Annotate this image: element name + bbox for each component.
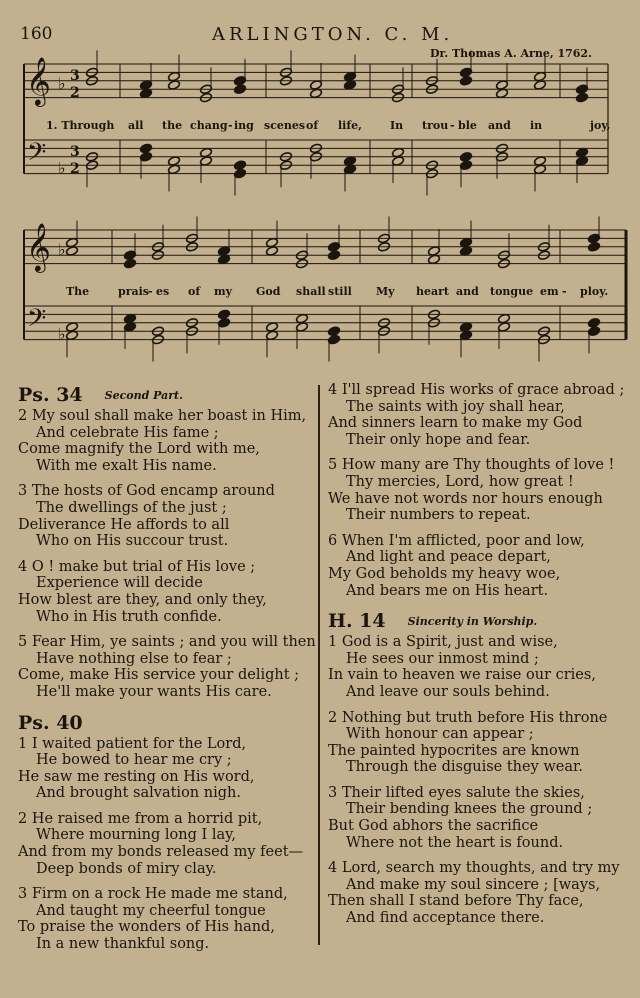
stanza (328, 710, 624, 776)
verse-line: 2 Nothing but truth before His throne (328, 709, 608, 726)
lyric-syllable: scenes (264, 119, 306, 132)
bass-clef-icon: 𝄢 (27, 304, 47, 339)
flat-sign: ♭ (58, 74, 66, 93)
lyric-syllable: and (488, 119, 511, 132)
lyric-syllable: my (214, 285, 233, 298)
psalm-number: H. 14 (328, 610, 386, 633)
stanza (328, 382, 624, 448)
stanza-gap (18, 802, 316, 811)
verse-line: Who on His succour trust. (36, 533, 229, 550)
verse-line: Then shall I stand before Thy face, (328, 893, 584, 910)
stanza (18, 483, 316, 549)
verse-line: Deliverance He affords to all (18, 516, 230, 533)
verse-line: 2 My soul shall make her boast in Him, (18, 408, 307, 424)
verse-line: Where mourning long I lay, (36, 827, 236, 844)
lyric-syllable: tongue (490, 285, 534, 298)
stanza-gap (328, 524, 624, 533)
note-head (576, 92, 589, 103)
lyric-syllable: in (530, 119, 543, 132)
stanza-gap (18, 701, 316, 710)
verse-line: He bowed to hear me cry ; (36, 752, 232, 769)
verse-line: 1 God is a Spirit, just and wise, (328, 634, 558, 651)
lyric-syllable: ble (458, 119, 477, 132)
psalm-heading (18, 710, 316, 736)
time-signature: 3 (70, 144, 80, 160)
verse-line: Their only hope and fear. (346, 431, 531, 448)
verse-line: 1 I waited patient for the Lord, (18, 735, 247, 752)
left-column (18, 382, 316, 962)
time-signature: 2 (70, 85, 80, 101)
stanza-gap (328, 851, 624, 860)
verse-line: And bears me on His heart. (346, 582, 549, 599)
verse-line: 3 The hosts of God encamp around (18, 483, 275, 500)
lyric-syllable: In (390, 119, 404, 132)
verse-line: My God beholds my heavy woe, (328, 565, 561, 582)
verse-line: In vain to heaven we raise our cries, (328, 667, 596, 684)
lyric-syllable: joy, (590, 119, 611, 132)
stanza (18, 559, 316, 625)
verse-line: He saw me resting on His word, (18, 768, 255, 785)
verse-line: But God abhors the sacrifice (328, 818, 539, 835)
lyric-syllable: God (256, 285, 281, 298)
stanza-gap (328, 927, 624, 936)
flat-sign: ♭ (58, 240, 66, 259)
lyric-syllable: - (562, 285, 567, 298)
note-head (328, 326, 341, 337)
verse-line: Their bending knees the ground ; (346, 801, 593, 818)
psalm-number: Ps. 40 (18, 711, 83, 734)
verse-line: Where not the heart is found. (346, 834, 564, 851)
stanza (18, 811, 316, 877)
stanza-gap (18, 877, 316, 886)
right-column (328, 382, 624, 936)
note-head (140, 143, 153, 154)
lyric-syllable: of (188, 285, 201, 298)
verse-line: The painted hypocrites are known (328, 742, 580, 759)
psalm-subtitle: Second Part. (104, 389, 183, 402)
stanza (328, 457, 624, 523)
stanza (18, 886, 316, 952)
lyric-syllable: My (376, 285, 395, 298)
verse-line: 5 How many are Thy thoughts of love ! (328, 457, 615, 474)
lyric-syllable: es (156, 285, 170, 298)
stanza-gap (18, 474, 316, 483)
verse-line: He sees our inmost mind ; (346, 650, 539, 667)
verse-line: And sinners learn to make my God (328, 415, 583, 432)
verse-line: Come, make His service your delight ; (18, 667, 300, 684)
composer-credit: Dr. Thomas A. Arne, 1762. (430, 47, 592, 60)
note-head (234, 160, 247, 171)
stanza (328, 785, 624, 851)
bass-clef-icon: 𝄢 (27, 138, 47, 173)
psalm-heading (18, 382, 316, 408)
psalm-subtitle: Sincerity in Worship. (407, 615, 538, 629)
time-signature: 2 (70, 161, 80, 177)
column-divider (318, 385, 320, 945)
note-head (234, 84, 247, 95)
time-signature: 3 (70, 68, 80, 84)
stanza-gap (18, 953, 316, 962)
lyric-syllable: ing (234, 119, 254, 132)
lyric-syllable: chang (190, 119, 228, 132)
lyric-syllable: of (306, 119, 319, 132)
lyric-syllable: - (450, 119, 455, 132)
verse-line: And light and peace depart, (346, 549, 551, 566)
lyric-syllable: - (228, 119, 233, 132)
verse-line: And leave our souls behind. (346, 683, 550, 700)
lyric-syllable: the (162, 119, 183, 132)
lyric-syllable: shall (296, 285, 326, 298)
stanza (328, 634, 624, 700)
verse-line: How blest are they, and only they, (18, 591, 267, 608)
verse-line: Their numbers to repeat. (346, 507, 531, 524)
note-head (460, 152, 473, 163)
stanza-gap (328, 448, 624, 457)
tune-title: ARLINGTON. C. M. (212, 24, 454, 45)
verse-line: And celebrate His fame ; (36, 424, 219, 441)
verse-line: The saints with joy shall hear, (346, 398, 565, 415)
note-head (124, 258, 137, 269)
verse-line: Deep bonds of miry clay. (36, 860, 217, 877)
stanza-gap (18, 550, 316, 559)
lyric-syllable: heart (416, 285, 449, 298)
verse-line: Experience will decide (36, 575, 203, 592)
stanza-gap (328, 701, 624, 710)
verse-line: With me exalt His name. (36, 457, 217, 474)
page-number: 160 (20, 24, 53, 44)
stanza (18, 634, 316, 700)
note-head (218, 309, 231, 320)
lyric-syllable: still (328, 285, 352, 298)
verse-line: 5 Fear Him, ye saints ; and you will then (18, 634, 316, 651)
treble-clef-icon: 𝄞 (26, 56, 51, 105)
psalm-heading (328, 608, 624, 634)
lyric-syllable: The (66, 285, 90, 298)
lyric-syllable: prais (118, 285, 149, 298)
lyric-syllable: life, (338, 119, 362, 132)
verse-line: And find acceptance there. (346, 910, 545, 927)
verse-line: 3 Firm on a rock He made me stand, (18, 886, 288, 903)
verse-line: 6 When I'm afflicted, poor and low, (328, 532, 585, 549)
verse-line: With honour can appear ; (346, 726, 534, 743)
verse-line: And brought salvation nigh. (36, 785, 241, 802)
verse-line: He'll make your wants His care. (36, 683, 272, 700)
note-head (588, 242, 601, 253)
flat-sign: ♭ (58, 158, 66, 178)
verse-line: Come magnify the Lord with me, (18, 441, 260, 458)
stanza-gap (328, 776, 624, 785)
treble-clef-icon: 𝄞 (26, 222, 51, 271)
verse-line: And make my soul sincere ; [ways, (346, 876, 601, 893)
stanza (18, 408, 316, 474)
note-head (588, 318, 601, 329)
verse-line: In a new thankful song. (36, 936, 210, 953)
verse-line: Thy mercies, Lord, how great ! (346, 473, 574, 490)
psalm-number: Ps. 34 (18, 384, 83, 406)
sheet-music (0, 0, 640, 370)
verse-line: Who in His truth confide. (36, 608, 222, 625)
flat-sign: ♭ (58, 324, 66, 344)
lyric-syllable: 1. Through (46, 119, 115, 132)
lyric-syllable: em (540, 285, 559, 298)
verse-line: Have nothing else to fear ; (36, 650, 232, 667)
lyric-syllable: trou (422, 119, 449, 132)
lyric-syllable: all (128, 119, 144, 132)
lyric-syllable: - (148, 285, 153, 298)
verse-line: Through the disguise they wear. (346, 759, 583, 776)
verse-line: And from my bonds released my feet— (18, 844, 304, 861)
verse-line: The dwellings of the just ; (36, 499, 227, 516)
verse-line: 4 I'll spread His works of grace abroad ; (328, 382, 625, 398)
note-head (328, 250, 341, 261)
stanza (18, 736, 316, 802)
verse-line: We have not words nor hours enough (328, 490, 603, 507)
verse-line: To praise the wonders of His hand, (18, 919, 275, 936)
stanza-gap (18, 625, 316, 634)
verse-line: 4 O ! make but trial of His love ; (18, 558, 256, 575)
verse-line: 4 Lord, search my thoughts, and try my (328, 860, 620, 877)
verse-line: 3 Their lifted eyes salute the skies, (328, 784, 585, 801)
stanza (328, 860, 624, 926)
note-head (460, 76, 473, 87)
verse-line: 2 He raised me from a horrid pit, (18, 810, 263, 827)
verse-line: And taught my cheerful tongue (36, 902, 266, 919)
stanza-gap (328, 599, 624, 608)
lyric-syllable: ploy. (580, 285, 609, 298)
stanza (328, 533, 624, 599)
lyric-syllable: and (456, 285, 479, 298)
